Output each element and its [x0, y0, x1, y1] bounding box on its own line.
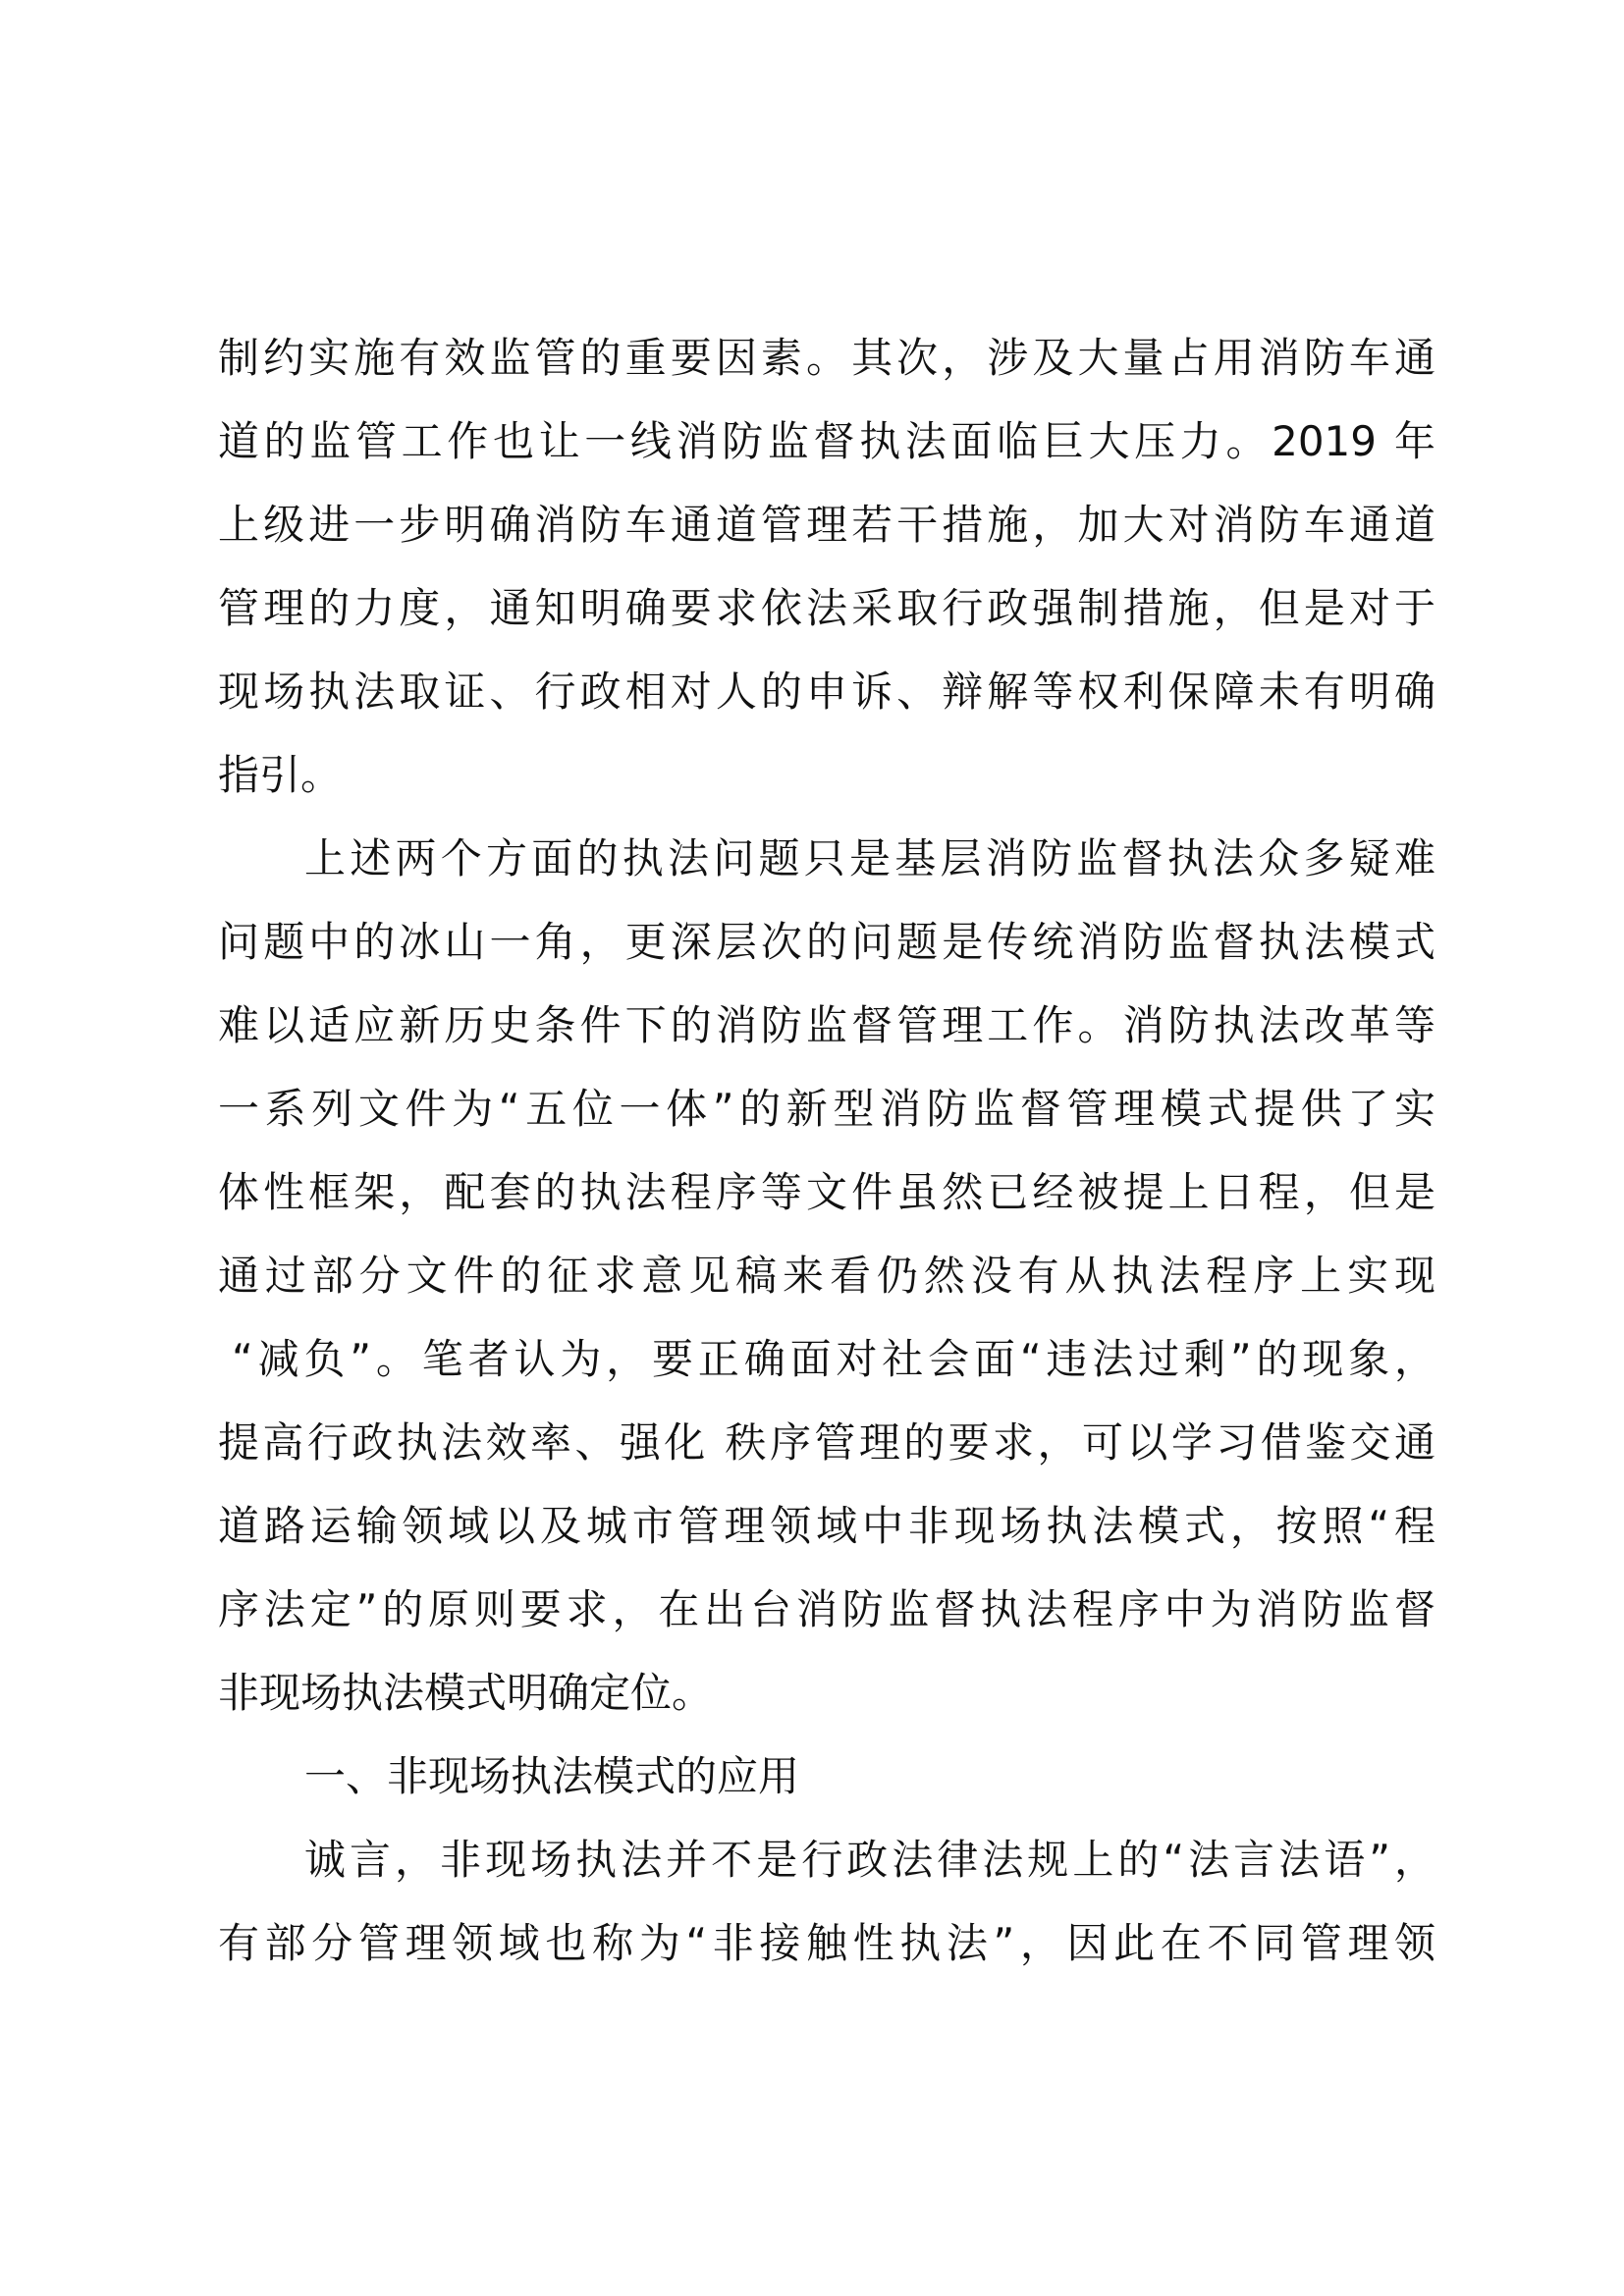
- paragraph-2-line-1: 上述两个方面的执法问题只是基层消防监督执法众多疑难: [304, 834, 1435, 882]
- paragraph-1-line-5: 现场执法取证、行政相对人的申诉、辩解等权利保障未有明确: [218, 667, 1435, 716]
- paragraph-3-line-1: 诚言，非现场执法并不是行政法律法规上的“法言法语”，: [304, 1836, 1435, 1884]
- paragraph-1-line-6: 指引。: [218, 751, 343, 799]
- paragraph-2-line-3: 难以适应新历史条件下的消防监督管理工作。消防执法改革等: [218, 1001, 1435, 1049]
- document-body: [218, 316, 1435, 1985]
- paragraph-1-line-4: 管理的力度，通知明确要求依法采取行政强制措施，但是对于: [218, 584, 1435, 632]
- section-heading: 一、非现场执法模式的应用: [304, 1752, 800, 1800]
- paragraph-3-line-2: 有部分管理领域也称为“非接触性执法”，因此在不同管理领: [218, 1919, 1435, 1967]
- paragraph-2-line-2: 问题中的冰山一角，更深层次的问题是传统消防监督执法模式: [218, 918, 1435, 966]
- paragraph-1-line-3: 上级进一步明确消防车通道管理若干措施，加大对消防车通道: [218, 501, 1435, 549]
- paragraph-2-line-9: 道路运输领域以及城市管理领域中非现场执法模式，按照“程: [218, 1502, 1435, 1550]
- paragraph-2-line-8: 提高行政执法效率、强化 秩序管理的要求，可以学习借鉴交通: [218, 1418, 1435, 1467]
- paragraph-2-line-4: 一系列文件为“五位一体”的新型消防监督管理模式提供了实: [218, 1085, 1435, 1133]
- paragraph-2-line-11: 非现场执法模式明确定位。: [218, 1669, 714, 1717]
- paragraph-2-line-7: “减负”。笔者认为，要正确面对社会面“违法过剩”的现象，: [232, 1335, 1435, 1383]
- paragraph-1-line-2: 道的监管工作也让一线消防监督执法面临巨大压力。2019 年: [218, 417, 1435, 465]
- paragraph-2-line-6: 通过部分文件的征求意见稿来看仍然没有从执法程序上实现: [218, 1252, 1435, 1300]
- paragraph-1-line-1: 制约实施有效监管的重要因素。其次，涉及大量占用消防车通: [218, 334, 1435, 382]
- paragraph-2-line-5: 体性框架，配套的执法程序等文件虽然已经被提上日程，但是: [218, 1168, 1435, 1216]
- paragraph-2-line-10: 序法定”的原则要求，在出台消防监督执法程序中为消防监督: [218, 1585, 1435, 1633]
